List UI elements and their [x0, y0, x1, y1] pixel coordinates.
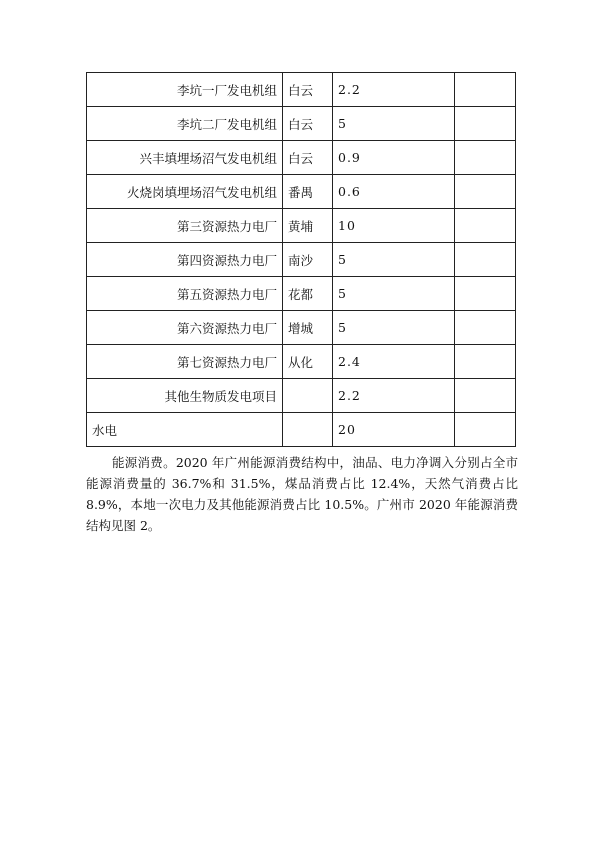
plant-name-cell: 第三资源热力电厂 — [87, 209, 283, 243]
district-cell: 南沙 — [283, 243, 333, 277]
district-cell: 白云 — [283, 141, 333, 175]
table-row — [87, 413, 516, 447]
plant-name-cell: 李坑一厂发电机组 — [87, 73, 283, 107]
capacity-cell: 5 — [333, 107, 455, 141]
plant-name-cell: 第五资源热力电厂 — [87, 277, 283, 311]
capacity-cell: 2.4 — [333, 345, 455, 379]
note-cell — [455, 243, 516, 277]
table-row — [87, 311, 516, 345]
power-plant-table — [86, 72, 516, 447]
district-cell: 花都 — [283, 277, 333, 311]
plant-name-cell: 火烧岗填埋场沼气发电机组 — [87, 175, 283, 209]
table-row — [87, 73, 516, 107]
district-cell: 增城 — [283, 311, 333, 345]
district-cell: 白云 — [283, 107, 333, 141]
district-cell — [283, 413, 333, 447]
capacity-cell: 2.2 — [333, 379, 455, 413]
table-row — [87, 379, 516, 413]
capacity-cell: 5 — [333, 311, 455, 345]
table-row — [87, 107, 516, 141]
district-cell: 白云 — [283, 73, 333, 107]
note-cell — [455, 345, 516, 379]
note-cell — [455, 209, 516, 243]
capacity-cell: 2.2 — [333, 73, 455, 107]
table-row — [87, 141, 516, 175]
capacity-cell: 5 — [333, 277, 455, 311]
capacity-cell: 5 — [333, 243, 455, 277]
table-row — [87, 209, 516, 243]
capacity-cell: 20 — [333, 413, 455, 447]
note-cell — [455, 107, 516, 141]
plant-name-cell: 兴丰填埋场沼气发电机组 — [87, 141, 283, 175]
table-row — [87, 277, 516, 311]
note-cell — [455, 175, 516, 209]
capacity-cell: 0.9 — [333, 141, 455, 175]
table-row — [87, 243, 516, 277]
energy-consumption-paragraph: 能源消费。2020 年广州能源消费结构中，油品、电力净调入分别占全市能源消费量的 36.7%和 31.5%，煤品消费占比 12.4%，天然气消费占比 8.9%，本地一次电力及其他能源消费占比 10.5%。广州市 2020 年能源消费结构见图 2。 — [86, 455, 518, 533]
note-cell — [455, 141, 516, 175]
plant-name-cell: 其他生物质发电项目 — [87, 379, 283, 413]
district-cell: 从化 — [283, 345, 333, 379]
district-cell: 番禺 — [283, 175, 333, 209]
plant-name-cell: 水电 — [87, 413, 283, 447]
table-row — [87, 175, 516, 209]
plant-name-cell: 第七资源热力电厂 — [87, 345, 283, 379]
district-cell: 黄埔 — [283, 209, 333, 243]
table-row — [87, 345, 516, 379]
plant-name-cell: 李坑二厂发电机组 — [87, 107, 283, 141]
note-cell — [455, 413, 516, 447]
capacity-cell: 0.6 — [333, 175, 455, 209]
district-cell — [283, 379, 333, 413]
capacity-cell: 10 — [333, 209, 455, 243]
note-cell — [455, 277, 516, 311]
note-cell — [455, 379, 516, 413]
plant-name-cell: 第六资源热力电厂 — [87, 311, 283, 345]
plant-name-cell: 第四资源热力电厂 — [87, 243, 283, 277]
note-cell — [455, 73, 516, 107]
note-cell — [455, 311, 516, 345]
